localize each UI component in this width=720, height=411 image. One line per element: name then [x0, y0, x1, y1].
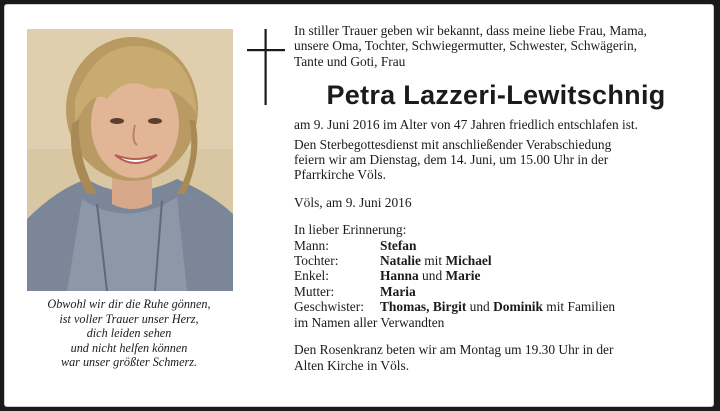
obituary-card	[4, 4, 714, 407]
place-date: Völs, am 9. Juni 2016	[294, 194, 412, 210]
relative-joiner: und	[466, 299, 494, 315]
intro-line: unsere Oma, Tochter, Schwiegermutter, Schwester, Schwägerin,	[294, 38, 638, 54]
relative-label: Mann:	[294, 237, 329, 253]
intro-line: Tante und Goti, Frau	[294, 53, 406, 69]
intro-line: In stiller Trauer geben wir bekannt, dass meine liebe Frau, Mama,	[294, 23, 647, 38]
funeral-line: Den Sterbegottesdienst mit anschließender Verabschiedung	[294, 136, 612, 152]
relative-joiner: und	[418, 268, 446, 284]
relative-label: Enkel:	[294, 268, 329, 284]
relative-name: Hanna	[380, 268, 419, 284]
relative-row-daughter	[294, 253, 698, 268]
relative-row-husband	[294, 238, 698, 253]
relative-label: Mutter:	[294, 283, 335, 299]
relative-name: Natalie	[380, 253, 421, 269]
relative-label: Geschwister:	[294, 299, 364, 315]
obituary-text	[294, 23, 698, 373]
relative-row-grandchildren	[294, 268, 698, 283]
quote-line: dich leiden sehen	[86, 326, 172, 341]
relative-name: Dominik	[493, 299, 543, 315]
relative-row-siblings	[294, 299, 698, 314]
rosary-line: Alten Kirche in Völs.	[294, 357, 410, 373]
portrait-photo	[27, 29, 233, 291]
memory-heading: In lieber Erinnerung:	[294, 222, 407, 238]
deceased-name: Petra Lazzeri-Lewitschnig	[326, 80, 666, 111]
quote-line: war unser größter Schmerz.	[60, 355, 198, 370]
relative-name: Thomas, Birgit	[380, 299, 467, 315]
relative-joiner: mit	[420, 253, 446, 269]
memorial-quote	[17, 297, 241, 370]
relative-name: Maria	[380, 283, 416, 299]
relative-row-mother	[294, 284, 698, 299]
relative-label: Tochter:	[294, 253, 339, 269]
funeral-info	[294, 137, 698, 183]
quote-line: Obwohl wir dir die Ruhe gönnen,	[47, 297, 211, 311]
funeral-line: feiern wir am Dienstag, dem 14. Juni, um 15.00 Uhr in der	[294, 152, 609, 168]
cross-icon	[247, 29, 285, 105]
rosary-info	[294, 342, 698, 373]
relative-name: Marie	[445, 268, 481, 284]
relatives-others: im Namen aller Verwandten	[294, 314, 445, 330]
quote-line: ist voller Trauer unser Herz,	[59, 311, 199, 326]
announcement-intro	[294, 23, 698, 69]
relative-name: Stefan	[380, 237, 417, 253]
rosary-line: Den Rosenkranz beten wir am Montag um 19.30 Uhr in der	[294, 342, 614, 358]
quote-line: und nicht helfen können	[70, 340, 188, 355]
funeral-line: Pfarrkirche Völs.	[294, 167, 386, 183]
relative-suffix: mit Familien	[542, 299, 616, 315]
death-statement: am 9. Juni 2016 im Alter von 47 Jahren friedlich entschlafen ist.	[294, 117, 638, 133]
relative-name: Michael	[445, 253, 492, 269]
